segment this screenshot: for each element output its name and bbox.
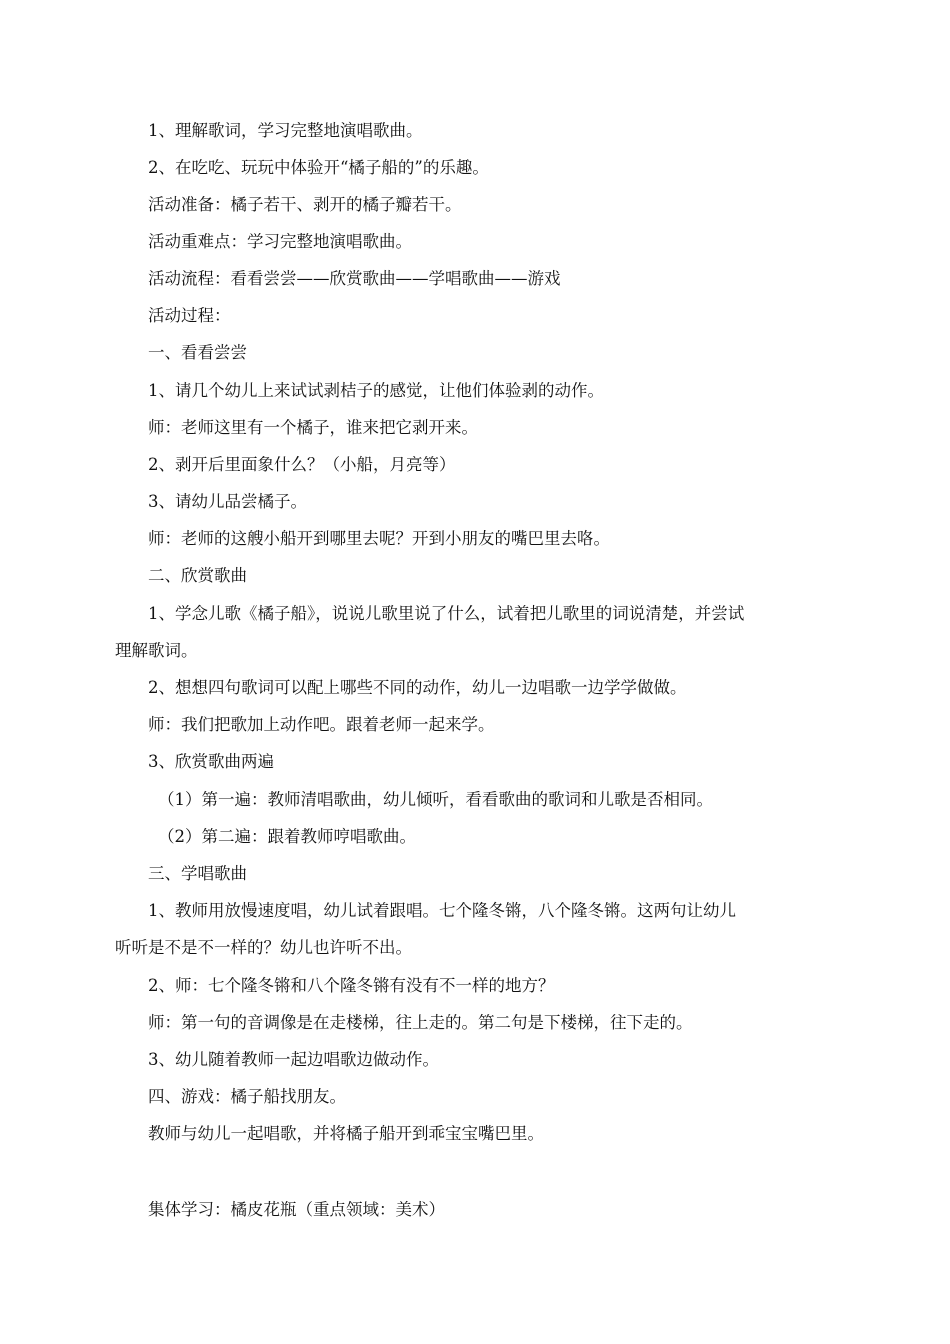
sub-item: （2）第二遍：跟着教师哼唱歌曲。 — [158, 827, 416, 846]
activity-process-heading: 活动过程： — [148, 306, 231, 325]
section-heading-2: 二、欣赏歌曲 — [148, 566, 247, 585]
section-heading-4: 四、游戏：橘子船找朋友。 — [148, 1087, 346, 1106]
activity-preparation: 活动准备：橘子若干、剥开的橘子瓣若干。 — [148, 195, 462, 214]
activity-key-points: 活动重难点：学习完整地演唱歌曲。 — [148, 232, 412, 251]
paragraph: 2、剥开后里面象什么？（小船，月亮等） — [148, 455, 456, 474]
paragraph: 1、请几个幼儿上来试试剥桔子的感觉，让他们体验剥的动作。 — [148, 381, 604, 400]
paragraph: 1、学念儿歌《橘子船》，说说儿歌里说了什么，试着把儿歌里的词说清楚，并尝试 — [148, 604, 745, 623]
paragraph: 教师与幼儿一起唱歌，并将橘子船开到乖宝宝嘴巴里。 — [148, 1124, 544, 1143]
paragraph: 师：老师的这艘小船开到哪里去呢？开到小朋友的嘴巴里去咯。 — [148, 529, 610, 548]
paragraph: 3、幼儿随着教师一起边唱歌边做动作。 — [148, 1050, 439, 1069]
paragraph: 师：第一句的音调像是在走楼梯，往上走的。第二句是下楼梯，往下走的。 — [148, 1013, 693, 1032]
paragraph: 2、师：七个隆冬锵和八个隆冬锵有没有不一样的地方？ — [148, 976, 555, 995]
paragraph: 3、欣赏歌曲两遍 — [148, 752, 274, 771]
objective-2: 2、在吃吃、玩玩中体验开“橘子船的”的乐趣。 — [148, 158, 489, 177]
sub-item: （1）第一遍：教师清唱歌曲，幼儿倾听，看看歌曲的歌词和儿歌是否相同。 — [158, 790, 713, 809]
objective-1: 1、理解歌词，学习完整地演唱歌曲。 — [148, 121, 423, 140]
section-heading-1: 一、看看尝尝 — [148, 343, 247, 362]
paragraph: 师：老师这里有一个橘子，谁来把它剥开来。 — [148, 418, 478, 437]
paragraph-continuation: 听听是不是不一样的？幼儿也许听不出。 — [115, 938, 412, 957]
paragraph-continuation: 理解歌词。 — [115, 641, 198, 660]
paragraph: 3、请幼儿品尝橘子。 — [148, 492, 307, 511]
section-heading-3: 三、学唱歌曲 — [148, 864, 247, 883]
activity-flow: 活动流程：看看尝尝——欣赏歌曲——学唱歌曲——游戏 — [148, 269, 561, 288]
paragraph: 师：我们把歌加上动作吧。跟着老师一起来学。 — [148, 715, 495, 734]
paragraph: 2、想想四句歌词可以配上哪些不同的动作，幼儿一边唱歌一边学学做做。 — [148, 678, 687, 697]
paragraph: 1、教师用放慢速度唱，幼儿试着跟唱。七个隆冬锵，八个隆冬锵。这两句让幼儿 — [148, 901, 736, 920]
next-lesson-title: 集体学习：橘皮花瓶（重点领域：美术） — [148, 1200, 445, 1219]
